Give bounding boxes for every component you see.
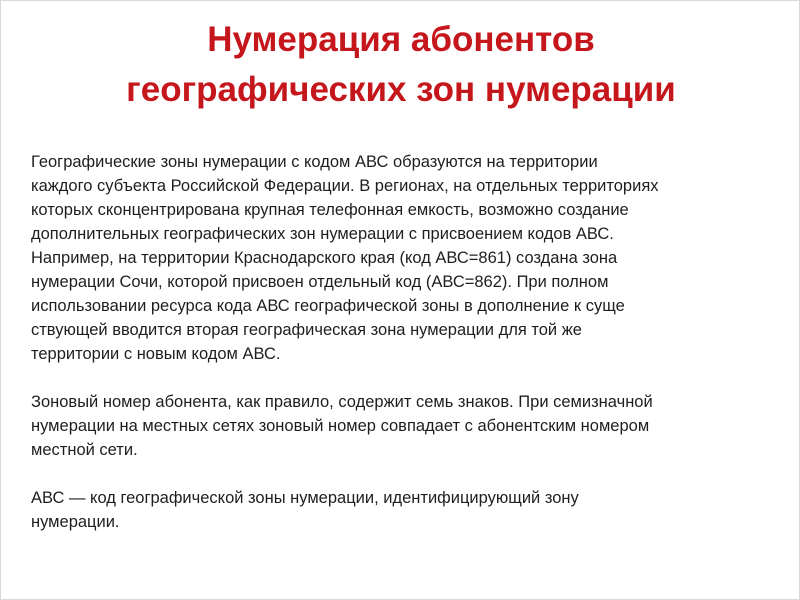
text-line: Географические зоны нумерации с кодом АВС образуются на территории [31, 153, 598, 171]
text-line: Зоновый номер абонента, как правило, содержит семь знаков. При семизначной [31, 393, 653, 411]
text-line: нумерации. [31, 513, 120, 531]
text-line: местной сети. [31, 441, 138, 459]
title-line-2: географических зон нумерации [126, 70, 676, 109]
text-line: Например, на территории Краснодарского края (код АВС=861) создана зона [31, 249, 618, 267]
title-line-1: Нумерация абонентов [207, 20, 595, 59]
text-line: нумерации на местных сетях зоновый номер совпадает с абонентским номером [31, 417, 650, 435]
text-line: АВС — код географической зоны нумерации, идентифицирующий зону [31, 489, 579, 507]
paragraph-abc-definition [31, 486, 796, 534]
text-line: нумерации Сочи, которой присвоен отдельный код (АВС=862). При полном [31, 273, 609, 291]
text-line: дополнительных географических зон нумерации с присвоением кодов АВС. [31, 225, 614, 243]
paragraph-spacer [31, 462, 796, 486]
text-line: использовании ресурса кода АВС географической зоны в дополнение к суще [31, 297, 625, 315]
text-line: каждого субъекта Российской Федерации. В регионах, на отдельных территориях [31, 177, 659, 195]
text-line: ствующей вводится вторая географическая зона нумерации для той же [31, 321, 582, 339]
paragraph-abc-zones [31, 150, 796, 366]
text-line: которых сконцентрирована крупная телефонная емкость, возможно создание [31, 201, 629, 219]
slide-title [1, 15, 800, 115]
paragraph-spacer [31, 366, 796, 390]
paragraph-zone-number [31, 390, 796, 462]
slide-body [31, 150, 796, 534]
text-line: территории с новым кодом АВС. [31, 345, 281, 363]
